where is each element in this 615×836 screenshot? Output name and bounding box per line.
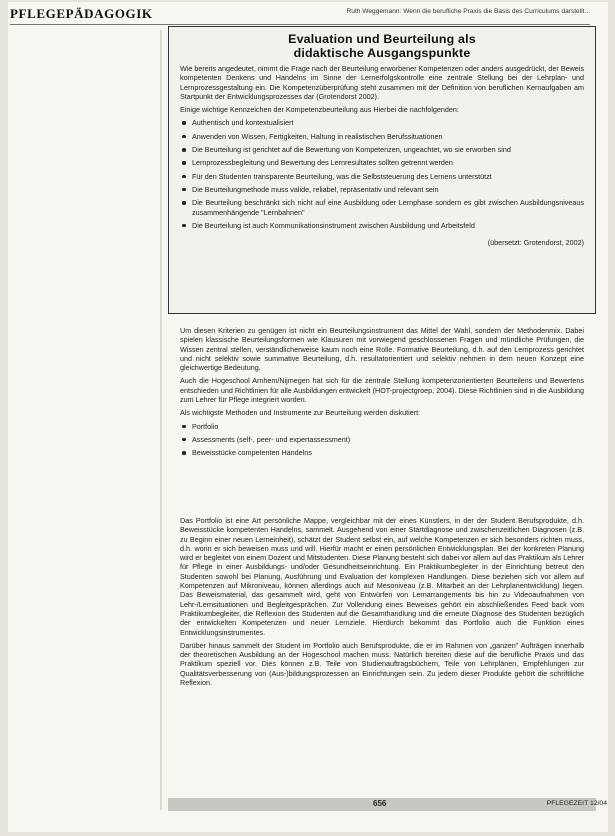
box-paragraph-2: Einige wichtige Kennzeichen der Kompetenzbeurteilung aus Hierbei die nachfolgenden: (180, 105, 459, 115)
criteria-item: Anwenden von Wissen, Fertigkeiten, Haltung in realistischen Berufssituationen (180, 132, 584, 141)
criteria-item: Die Beurteilung ist gerichtet auf die Bewertung von Kompetenzen, ungeachtet, wo sie erworben sind (180, 145, 584, 154)
criteria-item: Authentisch und kontextualisiert (180, 118, 584, 127)
title-line-1: Evaluation und Beurteilung als (288, 32, 476, 46)
source-citation: (übersetzt: Grotendorst, 2002) (487, 238, 584, 248)
running-title: Ruth Weggemann: Wenn die berufliche Praxis die Basis des Curriculums darstellt... (346, 8, 590, 15)
criteria-list (180, 118, 584, 230)
methods-item: Portfolio (180, 422, 584, 431)
body-paragraph: Auch die Hogeschool Arnhem/Nijmegen hat sich für die zentrale Stellung kompetenzorientierten Beurteilens und Bewertens entschieden und Richtlinien für alle Ausbildungen entwickelt (HOT-projectgroep, 2004). Diese Richtlinien sind in die Ausbildung zum Lehrer für Pflege integriert worden. (180, 376, 584, 405)
page-fold-shadow (160, 30, 162, 810)
criteria-item: Für den Studenten transparente Beurteilung, was die Selbststeuerung des Lernens unterstützt (180, 172, 584, 181)
criteria-item: Lernprozessbegleitung und Bewertung des Lernresultates sollten getrennt werden (180, 158, 584, 167)
body-paragraph: Das Portfolio ist eine Art persönliche Mappe, vergleichbar mit der eines Künstlers, in der der Student Berufsprodukte, d.h. Beweisstücke kompetenten Handelns, sammelt. Ausgehend von einer Startdiagnose und zwischenzeitlichen Diagnosen (z.B. zu Beginn einer neuen Lerneinheit), schätzt der Student selbst ein, auf welche Kompetenzen er sich besonders richten muss, d.h. worin er sich beweisen muss und will. Hierfür macht er einen persönlichen Entwicklungsplan. Bei der konkreten Planung wird er begleitet von einem Dozent und Mitstudenten. Diese Planung besteht sich dabei vor allem auf das Praktikum als Lehrer für Pflege in einer Ausbildungs- und/oder Gesundheitseinrichtung. Ein Praktikumbegleiter in der Einrichtung betreut den Studenten sowohl bei Planung, Ausführung und Evaluation der komplexen Handlungen. Diese beziehen sich vor allem auf Kompetenzen auf Mikroniveau, können allerdings auch auf Mesoniveau (z.B. Mitarbeit an der Lehrplanentwicklung) liegen. Das Beweismaterial, das gesammelt wird, geht von Entwürfen von Lernarrangements bis hin zu Videoaufnahmen von Lehr-/Lernsituationen und Begleitgesprächen. Zur Vollendung eines Beweises gehört ein abschließendes Feed back vom Praktikumbegleiter, die Reflexion des Studenten auf die Gesamthandlung und die erneute Diagnose des Studenten bezüglich der entwickelten Kompetenzen und neuer Lernziele. Hierdurch bekommt das Portfolio auch die Funktion eines Entwicklungsinstrumentes. (180, 516, 584, 637)
box-paragraph-1: Wie bereits angedeutet, nimmt die Frage nach der Beurteilung erworbener Kompetenzen oder anders ausgedrückt, der Beweis kompetenten Denkens und Handelns im Sinne der Lernerfolgskontrolle eine zentrale Stellung bei der Lehrplan- und Lernprozessgestaltung ein. Die Kompetenzüberprüfung steht zusammen mit der Definition von beruflichen Kernaufgaben am Startpunkt der Entwicklungsprozesses dar (Grotendorst 2002). (180, 64, 584, 101)
body-text-upper (180, 326, 584, 462)
issue-label: PFLEGEZEIT 12/04 (546, 800, 607, 807)
methods-item: Assessments (self-, peer- und expertassessment) (180, 435, 584, 444)
methods-item: Beweisstücke competenten Handelns (180, 448, 584, 457)
box-content (180, 64, 584, 247)
page-number: 656 (373, 799, 387, 808)
title-line-2: didaktische Ausgangspunkte (293, 46, 471, 60)
header-rule (10, 24, 590, 25)
body-paragraph: Um diesen Kriterien zu genügen ist nicht ein Beurteilungsinstrument das Mittel der Wahl, sondern der Methodenmix. Dabei spielen klassische Beurteilungsformen wie Klausuren mit vorwiegend geschlossenen Fragen und mündliche Prüfungen, die Wissen zentral stellen, verständlicherweise kaum noch eine Rolle. Formative Beurteilung, d.h. auf den Lernprozess gerichtet und nicht selektiv sowie summative Beurteilung, d.h. resultatorientiert und selektiv nehmen in dem neuen Konzept eine gleichwertige Bedeutung. (180, 326, 584, 373)
journal-name: PFLEGEPÄDAGOGIK (10, 6, 153, 21)
body-paragraph: Als wichtigste Methoden und Instrumente zur Beurteilung werden diskutiert: (180, 408, 421, 418)
page-header (10, 6, 590, 22)
criteria-item: Die Beurteilung ist auch Kommunikationsinstrument zwischen Ausbildung und Arbeitsfeld (180, 221, 584, 230)
criteria-item: Die Beurteilung beschränkt sich nicht auf eine Ausbildung oder Lernphase sondern es gibt zwischen Ausbildungsniveaus zusammenhängende "Lernbahnen" (180, 198, 584, 217)
body-text-lower (180, 516, 584, 691)
section-title (168, 32, 596, 60)
body-paragraph: Darüber hinaus sammelt der Student im Portfolio auch Berufsprodukte, die er im Rahmen von „ganzen" Aufträgen innerhalb der theoretischen Ausbildung an der Hogeschool machen muss. Natürlich bereiten diese auf die berufliche Praxis und das Praktikum speziell vor. Dies können z.B. Teile von Studienauftragsbüchern, Teile von Lehrplänen, Empfehlungen zur Qualitätsverbesserung von (Aus-)bildungsprozessen an Einrichtungen sein. Zu jedem dieser Produkte gehört die schriftliche Reflexion. (180, 640, 584, 688)
criteria-item: Die Beurteilungmethode muss valide, reliabel, repräsentativ und relevant sein (180, 185, 584, 194)
methods-list (180, 422, 584, 458)
